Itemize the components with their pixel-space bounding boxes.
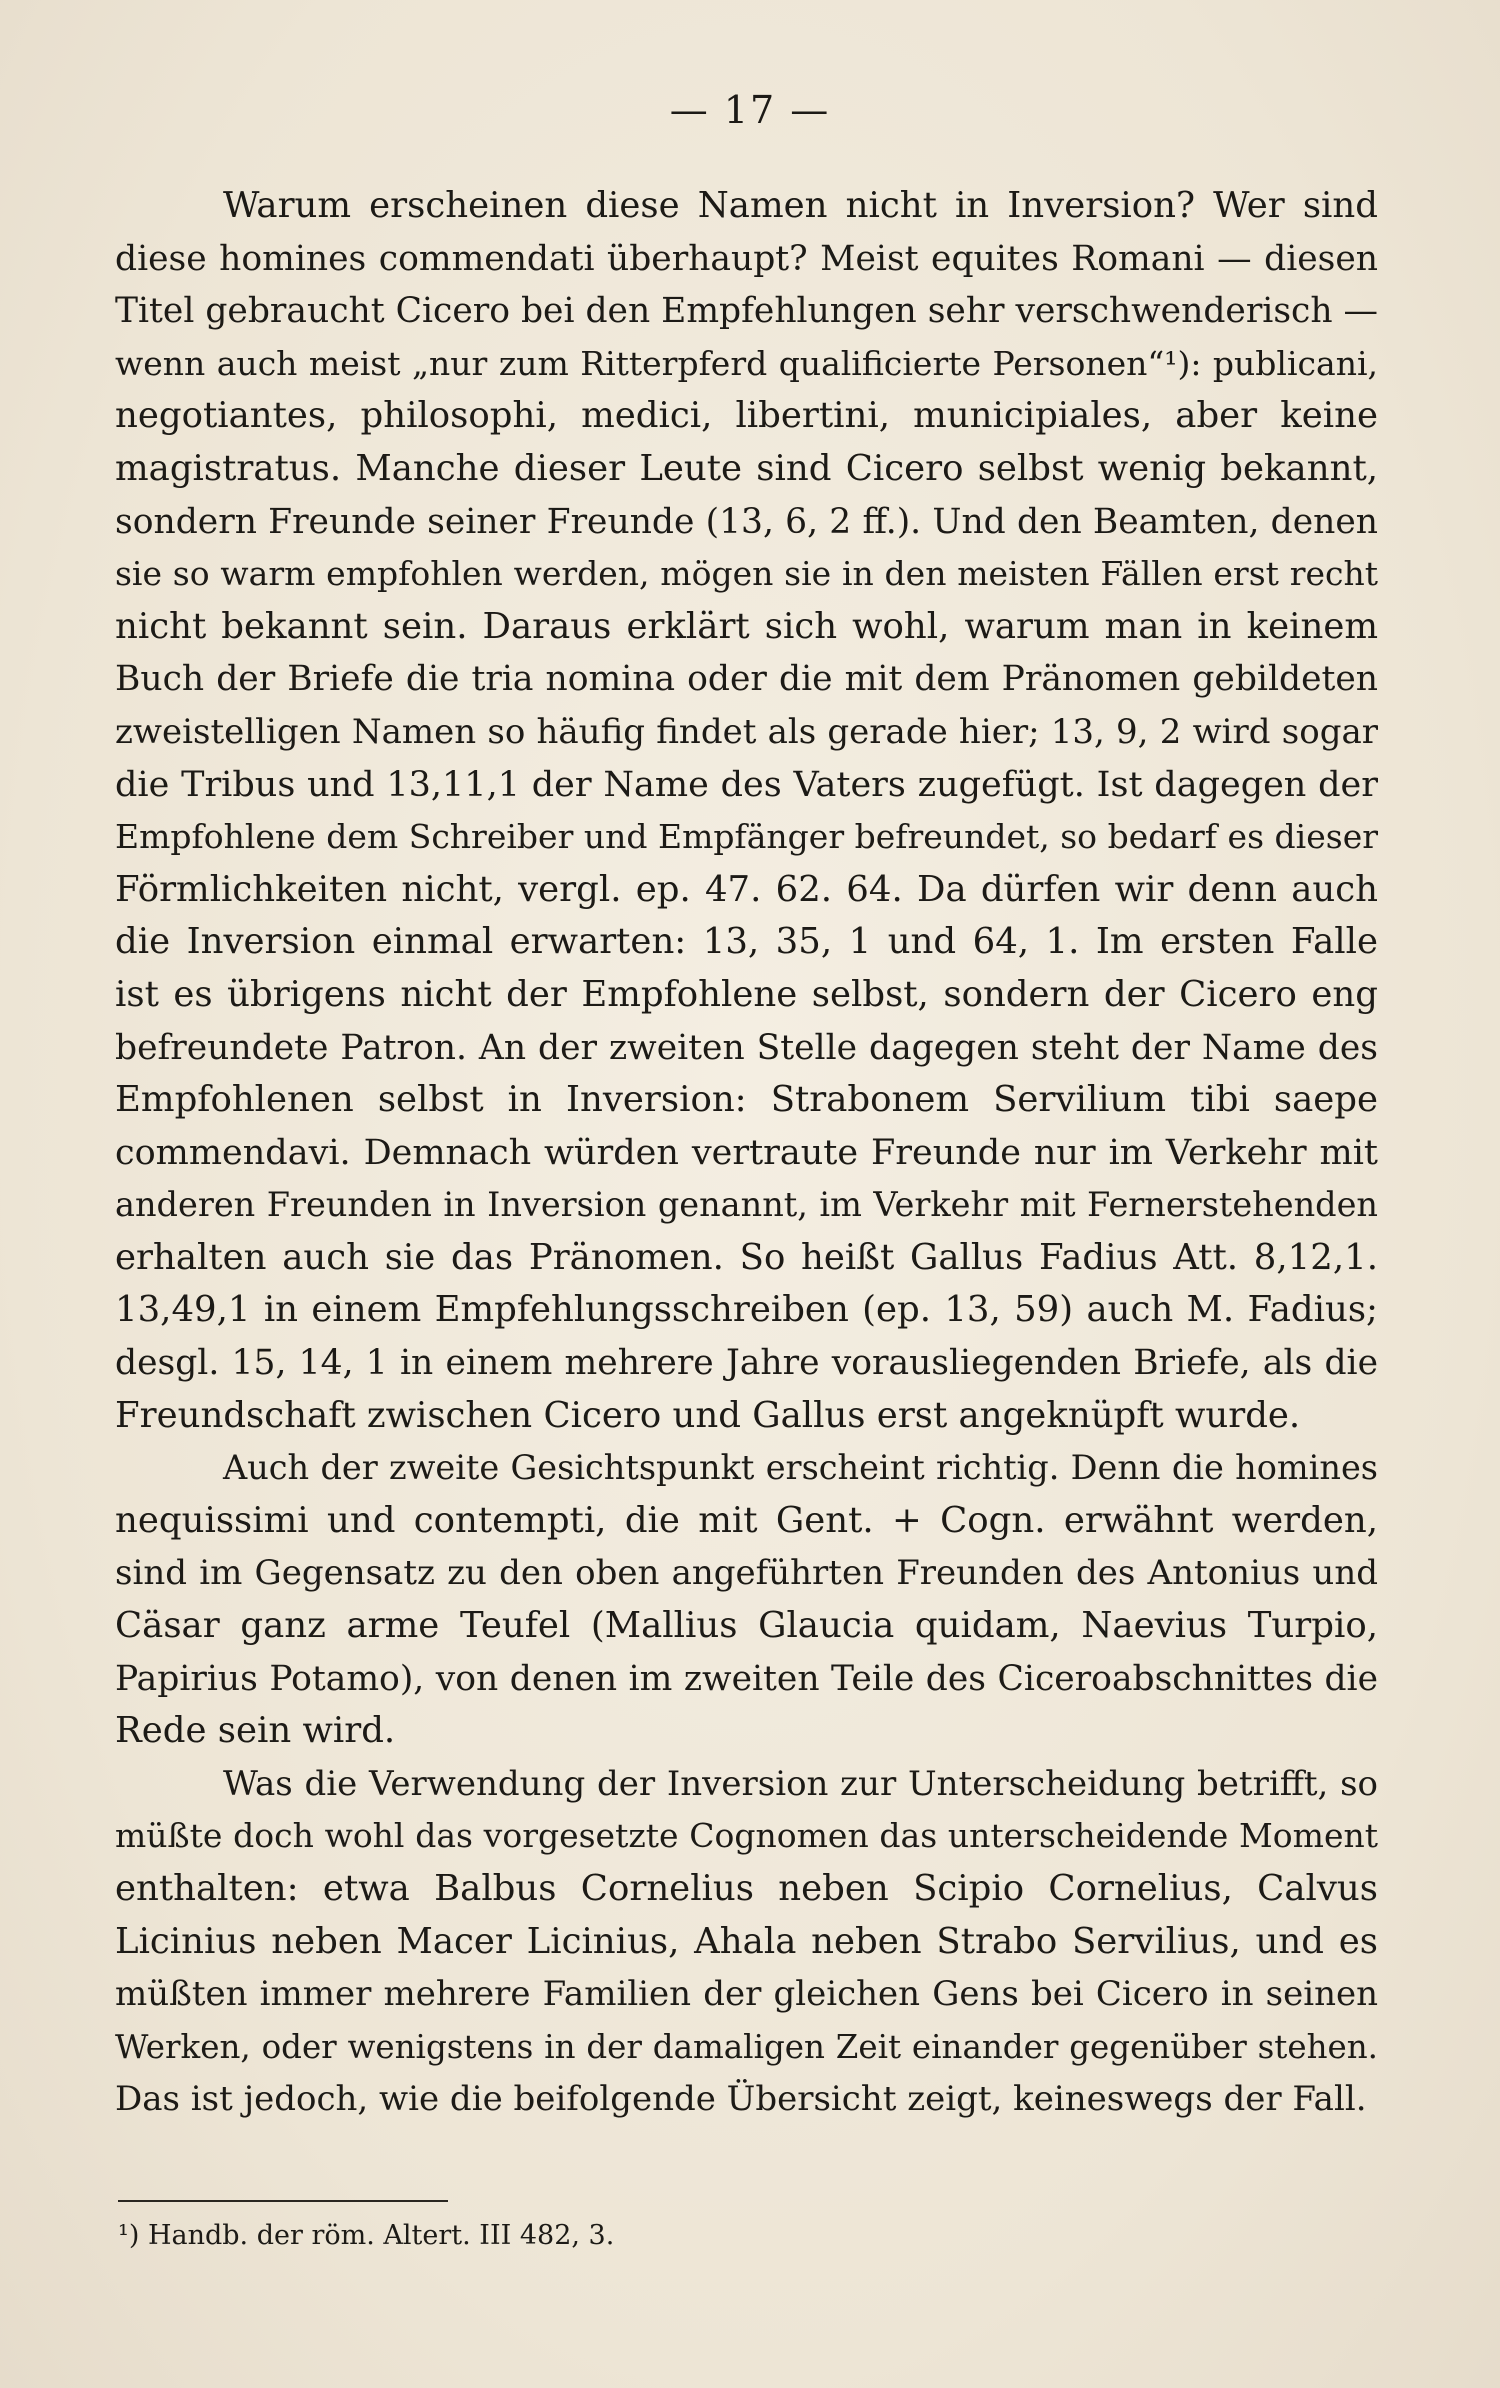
text-line: desgl. 15, 14, 1 in einem mehrere Jahre vorausliegenden Briefe, als die [115, 1343, 1378, 1384]
text-line: Freundschaft zwischen Cicero und Gallus erst angeknüpft wurde. [115, 1394, 1301, 1436]
text-line: zweistelligen Namen so häufig findet als gerade hier; 13, 9, 2 wird sogar [115, 711, 1378, 752]
text-line: Rede sein wird. [115, 1710, 396, 1752]
text-line: diese homines commendati überhaupt? Meist equites Romani — diesen [115, 238, 1378, 279]
text-line: Cäsar ganz arme Teufel (Mallius Glaucia quidam, Naevius Turpio, [115, 1605, 1378, 1647]
text-line: sondern Freunde seiner Freunde (13, 6, 2 ff.). Und den Beamten, denen [115, 501, 1378, 542]
text-line: anderen Freunden in Inversion genannt, im Verkehr mit Fernerstehenden [115, 1185, 1378, 1225]
text-line: die Tribus und 13,11,1 der Name des Vaters zugefügt. Ist dagegen der [115, 764, 1378, 805]
text-line: magistratus. Manche dieser Leute sind Cicero selbst wenig bekannt, [115, 447, 1378, 489]
text-line: nequissimi und contempti, die mit Gent. + Cogn. erwähnt werden, [115, 1499, 1378, 1541]
text-line: müßte doch wohl das vorgesetzte Cognomen das unterscheidende Moment [115, 1816, 1378, 1856]
text-line: commendavi. Demnach würden vertraute Freunde nur im Verkehr mit [115, 1132, 1378, 1173]
text-line: sie so warm empfohlen werden, mögen sie in den meisten Fällen erst recht [115, 554, 1378, 594]
text-line: Warum erscheinen diese Namen nicht in Inversion? Wer sind [223, 185, 1378, 226]
text-line: 13,49,1 in einem Empfehlungsschreiben (ep. 13, 59) auch M. Fadius; [115, 1289, 1378, 1331]
text-line: Auch der zweite Gesichtspunkt erscheint richtig. Denn die homines [223, 1448, 1378, 1488]
text-line: Werken, oder wenigstens in der damaligen Zeit einander gegenüber stehen. [115, 2027, 1378, 2066]
text-line: sind im Gegensatz zu den oben angeführten Freunden des Antonius und [115, 1553, 1378, 1594]
paragraph [115, 1442, 1378, 1758]
text-line: wenn auch meist „nur zum Ritterpferd qualificierte Personen“¹): publicani, [115, 343, 1378, 383]
text-line: ist es übrigens nicht der Empfohlene selbst, sondern der Cicero eng [115, 973, 1378, 1015]
text-line: Licinius neben Macer Licinius, Ahala neben Strabo Servilius, und es [115, 1920, 1378, 1962]
footnote-marker: ¹) [118, 2220, 140, 2251]
text-line: erhalten auch sie das Pränomen. So heißt Gallus Fadius Att. 8,12,1. [115, 1236, 1378, 1278]
text-line: Das ist jedoch, wie die beifolgende Übersicht zeigt, keineswegs der Fall. [115, 2079, 1367, 2120]
text-line: Buch der Briefe die tria nomina oder die mit dem Pränomen gebildeten [115, 659, 1378, 700]
body-text [115, 180, 1378, 2126]
text-line: Empfohlenen selbst in Inversion: Strabonem Servilium tibi saepe [115, 1079, 1378, 1121]
text-line: Empfohlene dem Schreiber und Empfänger befreundet, so bedarf es dieser [115, 817, 1378, 857]
text-line: Was die Verwendung der Inversion zur Unterscheidung betrifft, so [223, 1763, 1378, 1804]
page-number: — 17 — [669, 88, 831, 132]
text-line: enthalten: etwa Balbus Cornelius neben Scipio Cornelius, Calvus [115, 1868, 1378, 1909]
text-line: die Inversion einmal erwarten: 13, 35, 1 und 64, 1. Im ersten Falle [115, 921, 1378, 963]
paragraph [115, 1758, 1378, 2126]
text-line: Papirius Potamo), von denen im zweiten Teile des Ciceroabschnittes die [115, 1658, 1378, 1699]
text-line: Titel gebraucht Cicero bei den Empfehlungen sehr verschwenderisch — [115, 291, 1378, 332]
paragraph [115, 180, 1378, 1442]
text-line: Förmlichkeiten nicht, vergl. ep. 47. 62. 64. Da dürfen wir denn auch [115, 868, 1378, 910]
footnote-text: Handb. der röm. Altert. III 482, 3. [147, 2220, 615, 2251]
footnote [118, 2218, 614, 2254]
text-line: negotiantes, philosophi, medici, libertini, municipiales, aber keine [115, 395, 1378, 437]
footnote-divider [118, 2200, 448, 2202]
text-line: nicht bekannt sein. Daraus erklärt sich wohl, warum man in keinem [115, 605, 1378, 647]
text-line: befreundete Patron. An der zweiten Stelle dagegen steht der Name des [115, 1027, 1378, 1068]
text-line: müßten immer mehrere Familien der gleichen Gens bei Cicero in seinen [115, 1974, 1378, 2015]
